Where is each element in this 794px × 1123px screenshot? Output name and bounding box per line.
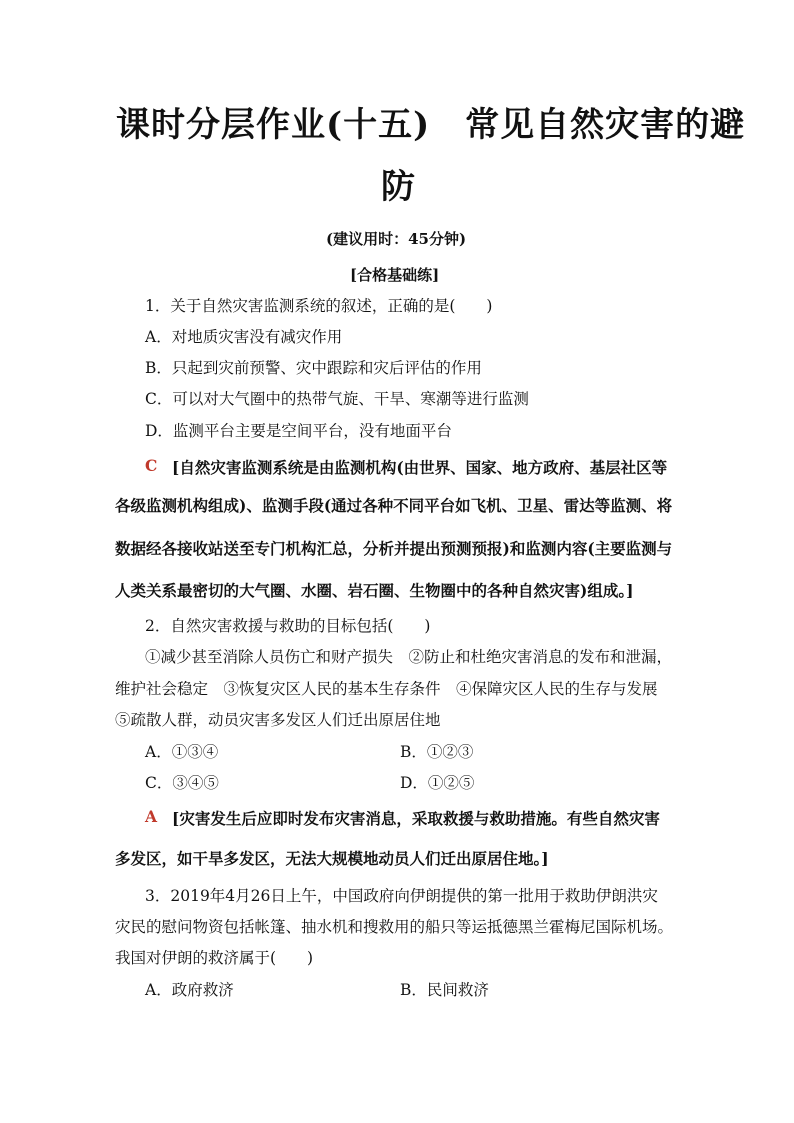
option-d: D．监测平台主要是空间平台，没有地面平台 [145, 422, 452, 440]
answer-letter: A [145, 807, 158, 826]
statement-line: ①减少甚至消除人员伤亡和财产损失 ②防止和杜绝灾害消息的发布和泄漏， [145, 648, 673, 666]
option-a: A．①③④ [145, 743, 219, 761]
option-a: A．对地质灾害没有减灾作用 [145, 328, 343, 346]
explanation-line: 人类关系最密切的大气圈、水圈、岩石圈、生物圈中的各种自然灾害)组成。] [115, 581, 634, 600]
question-stem: 2．自然灾害救援与救助的目标包括( ) [145, 617, 431, 635]
option-c: C．③④⑤ [145, 774, 219, 792]
statement-line: ⑤疏散人群，动员灾害多发区人们迁出原居住地 [115, 711, 441, 729]
option-a: A．政府救济 [145, 981, 234, 999]
question-stem: 3．2019年4月26日上午，中国政府向伊朗提供的第一批用于救助伊朗洪灾 [145, 887, 658, 905]
explanation-line: [灾害发生后应即时发布灾害消息，采取救援与救助措施。有些自然灾害 [172, 809, 660, 828]
option-c: C．可以对大气圈中的热带气旋、干旱、寒潮等进行监测 [145, 390, 529, 408]
answer-letter: C [145, 456, 158, 475]
option-b: B．民间救济 [400, 981, 489, 999]
option-b: B．①②③ [400, 743, 474, 761]
section-heading: [合格基础练] [350, 266, 440, 284]
explanation-line: 各级监测机构组成)、监测手段(通过各种不同平台如飞机、卫星、雷达等监测、将 [115, 496, 673, 515]
explanation-line: [自然灾害监测系统是由监测机构(由世界、国家、地方政府、基层社区等 [172, 458, 668, 477]
time-hint: (建议用时：45分钟) [326, 230, 467, 248]
statement-line: 维护社会稳定 ③恢复灾区人民的基本生存条件 ④保障灾区人民的生存与发展 [115, 680, 658, 698]
option-b: B．只起到灾前预警、灾中跟踪和灾后评估的作用 [145, 359, 482, 377]
question-stem: 我国对伊朗的救济属于( ) [115, 949, 314, 967]
explanation-line: 多发区，如干旱多发区，无法大规模地动员人们迁出原居住地。] [115, 849, 549, 868]
option-d: D．①②⑤ [400, 774, 475, 792]
question-stem: 1．关于自然灾害监测系统的叙述，正确的是( ) [145, 297, 493, 315]
title-line-1: 课时分层作业(十五) 常见自然灾害的避 [116, 105, 746, 145]
title-line-2: 防 [381, 167, 416, 207]
explanation-line: 数据经各接收站送至专门机构汇总，分析并提出预测预报)和监测内容(主要监测与 [115, 539, 673, 558]
question-stem: 灾民的慰问物资包括帐篷、抽水机和搜救用的船只等运抵德黑兰霍梅尼国际机场。 [115, 918, 674, 936]
